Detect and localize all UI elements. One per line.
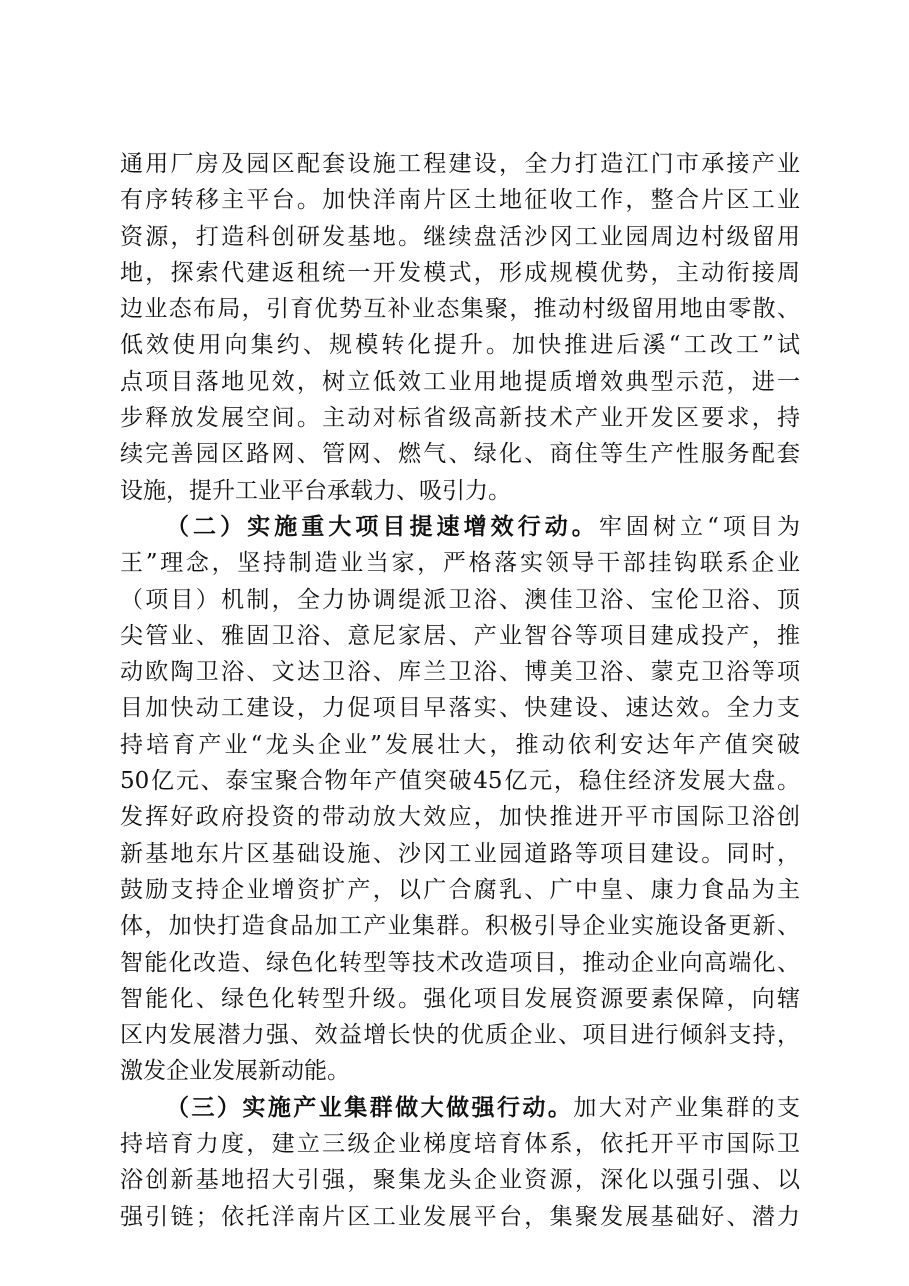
paragraph — [120, 146, 800, 509]
text-line: 动欧陶卫浴、文达卫浴、库兰卫浴、博美卫浴、蒙克卫浴等项 — [120, 659, 800, 686]
text-span: 加大对产业集群的支 — [573, 1094, 801, 1121]
text-line: 王”理念，坚持制造业当家，严格落实领导干部挂钩联系企业 — [120, 550, 800, 577]
text-line: （项目）机制，全力协调缇派卫浴、澳佳卫浴、宝伦卫浴、顶 — [120, 586, 800, 613]
text-line: 持培育力度，建立三级企业梯度培育体系，依托开平市国际卫 — [120, 1131, 800, 1158]
text-line: 尖管业、雅固卫浴、意尼家居、产业智谷等项目建成投产，推 — [120, 622, 800, 649]
text-line: 区内发展潜力强、效益增长快的优质企业、项目进行倾斜支持， — [120, 1022, 800, 1049]
text-line: 体，加快打造食品加工产业集群。积极引导企业实施设备更新、 — [120, 913, 800, 940]
text-line: 智能化改造、绿色化转型等技术改造项目，推动企业向高端化、 — [120, 949, 800, 976]
text-line: 激发企业发展新动能。 — [120, 1058, 350, 1085]
text-line: 50亿元、泰宝聚合物年产值突破45亿元，稳住经济发展大盘。 — [120, 768, 800, 795]
text-line: 边业态布局，引育优势互补业态集聚，推动村级留用地由零散、 — [120, 296, 800, 323]
paragraph-first-line — [120, 1090, 800, 1126]
text-line: 低效使用向集约、规模转化提升。加快推进后溪“工改工”试 — [120, 332, 800, 359]
text-line: 鼓励支持企业增资扩产，以广合腐乳、广中皇、康力食品为主 — [120, 876, 800, 903]
text-span: 牢固树立“项目为 — [598, 513, 800, 540]
section-heading: （三）实施产业集群做大做强行动。 — [166, 1093, 574, 1121]
text-line: 续完善园区路网、管网、燃气、绿化、商住等生产性服务配套 — [120, 441, 800, 468]
text-line: 新基地东片区基础设施、沙冈工业园道路等项目建设。同时， — [120, 840, 800, 867]
paragraph-first-line — [120, 509, 800, 545]
text-line: 浴创新基地招大引强，聚集龙头企业资源，深化以强引强、以 — [120, 1167, 800, 1194]
text-line: 智能化、绿色化转型升级。强化项目发展资源要素保障，向辖 — [120, 985, 800, 1012]
text-line: 持培育产业“龙头企业”发展壮大，推动依利安达年产值突破 — [120, 731, 800, 758]
text-line: 强引链；依托洋南片区工业发展平台，集聚发展基础好、潜力 — [120, 1203, 800, 1230]
text-line: 通用厂房及园区配套设施工程建设，全力打造江门市承接产业 — [120, 151, 800, 177]
text-line: 点项目落地见效，树立低效工业用地提质增效典型示范，进一 — [120, 368, 800, 395]
text-line: 发挥好政府投资的带动放大效应，加快推进开平市国际卫浴创 — [120, 804, 800, 831]
section-heading: （二）实施重大项目提速增效行动。 — [166, 512, 599, 540]
text-line: 目加快动工建设，力促项目早落实、快建设、速达效。全力支 — [120, 695, 800, 722]
text-line: 资源，打造科创研发基地。继续盘活沙冈工业园周边村级留用 — [120, 223, 800, 250]
text-line: 有序转移主平台。加快洋南片区土地征收工作，整合片区工业 — [120, 187, 800, 214]
document-body — [120, 146, 800, 1235]
text-line: 地，探索代建返租统一开发模式，形成规模优势，主动衔接周 — [120, 259, 800, 286]
paragraph — [120, 1090, 800, 1235]
text-line: 步释放发展空间。主动对标省级高新技术产业开发区要求，持 — [120, 405, 800, 432]
text-line: 设施，提升工业平台承载力、吸引力。 — [120, 477, 511, 504]
paragraph — [120, 509, 800, 1090]
